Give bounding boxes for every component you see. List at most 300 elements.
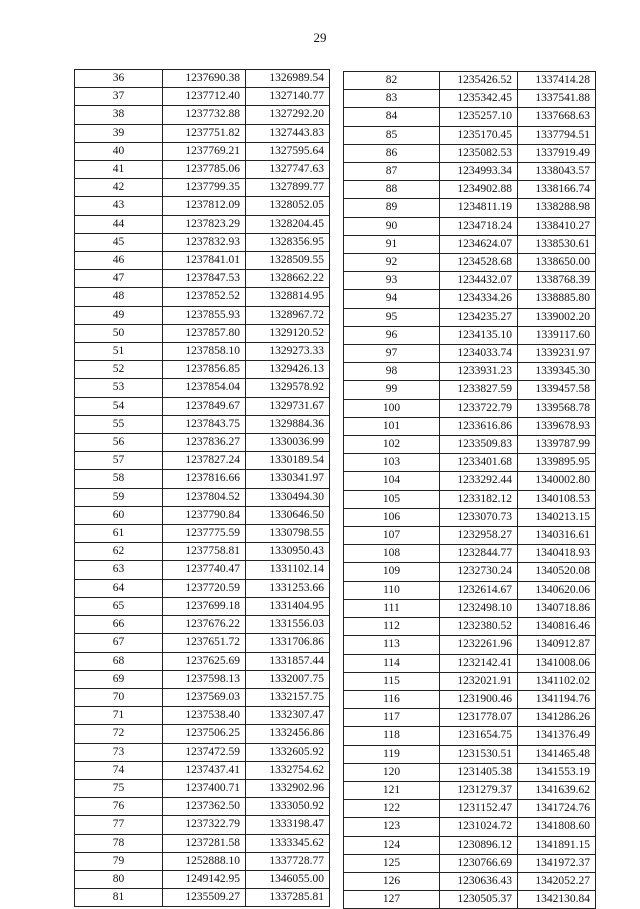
y-coordinate-cell: 1331857.44 [246, 652, 330, 670]
x-coordinate-cell: 1235509.27 [163, 889, 246, 907]
x-coordinate-cell: 1237812.09 [163, 197, 246, 215]
x-coordinate-cell: 1237849.67 [163, 397, 246, 415]
point-number-cell: 47 [75, 270, 163, 288]
table-row [344, 818, 596, 836]
x-coordinate-cell: 1231152.47 [440, 800, 518, 818]
point-number-cell: 86 [344, 144, 440, 162]
point-number-cell: 71 [75, 707, 163, 725]
x-coordinate-cell: 1237769.21 [163, 142, 246, 160]
point-number-cell: 114 [344, 654, 440, 672]
y-coordinate-cell: 1340418.93 [518, 545, 596, 563]
y-coordinate-cell: 1328204.45 [246, 215, 330, 233]
point-number-cell: 80 [75, 870, 163, 888]
table-row [75, 634, 330, 652]
x-coordinate-cell: 1237362.50 [163, 798, 246, 816]
table-row [344, 144, 596, 162]
table-row [75, 652, 330, 670]
table-row [75, 543, 330, 561]
x-coordinate-cell: 1231778.07 [440, 709, 518, 727]
x-coordinate-cell: 1233616.86 [440, 417, 518, 435]
table-row [344, 199, 596, 217]
point-number-cell: 126 [344, 872, 440, 890]
x-coordinate-cell: 1237823.29 [163, 215, 246, 233]
x-coordinate-cell: 1232498.10 [440, 599, 518, 617]
table-row [75, 852, 330, 870]
table-row [344, 636, 596, 654]
y-coordinate-cell: 1338768.39 [518, 272, 596, 290]
x-coordinate-cell: 1235082.53 [440, 144, 518, 162]
x-coordinate-cell: 1237758.81 [163, 543, 246, 561]
x-coordinate-cell: 1237720.59 [163, 579, 246, 597]
y-coordinate-cell: 1340816.46 [518, 618, 596, 636]
y-coordinate-cell: 1331253.66 [246, 579, 330, 597]
x-coordinate-cell: 1237854.04 [163, 379, 246, 397]
table-row [75, 252, 330, 270]
x-coordinate-cell: 1235257.10 [440, 108, 518, 126]
y-coordinate-cell: 1341553.19 [518, 763, 596, 781]
y-coordinate-cell: 1330798.55 [246, 525, 330, 543]
y-coordinate-cell: 1332902.96 [246, 779, 330, 797]
x-coordinate-cell: 1234235.27 [440, 308, 518, 326]
y-coordinate-cell: 1329731.67 [246, 397, 330, 415]
x-coordinate-cell: 1233931.23 [440, 363, 518, 381]
point-number-cell: 105 [344, 490, 440, 508]
point-number-cell: 45 [75, 233, 163, 251]
point-number-cell: 116 [344, 690, 440, 708]
x-coordinate-cell: 1235342.45 [440, 90, 518, 108]
x-coordinate-cell: 1237732.88 [163, 106, 246, 124]
y-coordinate-cell: 1340002.80 [518, 472, 596, 490]
table-row [75, 470, 330, 488]
x-coordinate-cell: 1237751.82 [163, 124, 246, 142]
x-coordinate-cell: 1231530.51 [440, 745, 518, 763]
point-number-cell: 53 [75, 379, 163, 397]
coordinate-table-left-body [75, 70, 330, 907]
table-row [75, 197, 330, 215]
table-row [344, 891, 596, 909]
y-coordinate-cell: 1338650.00 [518, 254, 596, 272]
point-number-cell: 117 [344, 709, 440, 727]
point-number-cell: 58 [75, 470, 163, 488]
table-row [344, 108, 596, 126]
point-number-cell: 120 [344, 763, 440, 781]
y-coordinate-cell: 1341891.15 [518, 836, 596, 854]
y-coordinate-cell: 1329884.36 [246, 415, 330, 433]
table-row [75, 870, 330, 888]
point-number-cell: 46 [75, 252, 163, 270]
table-row [75, 106, 330, 124]
y-coordinate-cell: 1341639.62 [518, 781, 596, 799]
y-coordinate-cell: 1340718.86 [518, 599, 596, 617]
table-row [75, 798, 330, 816]
point-number-cell: 85 [344, 126, 440, 144]
y-coordinate-cell: 1339895.95 [518, 454, 596, 472]
y-coordinate-cell: 1340912.87 [518, 636, 596, 654]
x-coordinate-cell: 1237712.40 [163, 88, 246, 106]
table-row [75, 616, 330, 634]
x-coordinate-cell: 1237437.41 [163, 761, 246, 779]
y-coordinate-cell: 1341194.76 [518, 690, 596, 708]
x-coordinate-cell: 1232958.27 [440, 527, 518, 545]
point-number-cell: 102 [344, 436, 440, 454]
y-coordinate-cell: 1339787.99 [518, 436, 596, 454]
y-coordinate-cell: 1338288.98 [518, 199, 596, 217]
x-coordinate-cell: 1237699.18 [163, 597, 246, 615]
y-coordinate-cell: 1341376.49 [518, 727, 596, 745]
table-row [75, 88, 330, 106]
y-coordinate-cell: 1341972.37 [518, 854, 596, 872]
point-number-cell: 90 [344, 217, 440, 235]
x-coordinate-cell: 1237799.35 [163, 179, 246, 197]
table-row [75, 179, 330, 197]
point-number-cell: 127 [344, 891, 440, 909]
table-row [75, 161, 330, 179]
x-coordinate-cell: 1234528.68 [440, 254, 518, 272]
table-row [75, 889, 330, 907]
point-number-cell: 63 [75, 561, 163, 579]
point-number-cell: 56 [75, 434, 163, 452]
table-row [75, 779, 330, 797]
point-number-cell: 48 [75, 288, 163, 306]
y-coordinate-cell: 1342052.27 [518, 872, 596, 890]
y-coordinate-cell: 1341465.48 [518, 745, 596, 763]
point-number-cell: 103 [344, 454, 440, 472]
point-number-cell: 36 [75, 70, 163, 88]
y-coordinate-cell: 1327595.64 [246, 142, 330, 160]
y-coordinate-cell: 1327140.77 [246, 88, 330, 106]
point-number-cell: 101 [344, 417, 440, 435]
x-coordinate-cell: 1237569.03 [163, 688, 246, 706]
y-coordinate-cell: 1332157.75 [246, 688, 330, 706]
table-row [75, 670, 330, 688]
x-coordinate-cell: 1234811.19 [440, 199, 518, 217]
table-row [344, 527, 596, 545]
y-coordinate-cell: 1332456.86 [246, 725, 330, 743]
table-row [344, 399, 596, 417]
x-coordinate-cell: 1237690.38 [163, 70, 246, 88]
y-coordinate-cell: 1329578.92 [246, 379, 330, 397]
y-coordinate-cell: 1327899.77 [246, 179, 330, 197]
x-coordinate-cell: 1230766.69 [440, 854, 518, 872]
x-coordinate-cell: 1237676.22 [163, 616, 246, 634]
x-coordinate-cell: 1237852.52 [163, 288, 246, 306]
x-coordinate-cell: 1234334.26 [440, 290, 518, 308]
table-row [344, 581, 596, 599]
x-coordinate-cell: 1233827.59 [440, 381, 518, 399]
y-coordinate-cell: 1339345.30 [518, 363, 596, 381]
table-row [75, 434, 330, 452]
table-row [344, 290, 596, 308]
x-coordinate-cell: 1234624.07 [440, 235, 518, 253]
y-coordinate-cell: 1332307.47 [246, 707, 330, 725]
x-coordinate-cell: 1231405.38 [440, 763, 518, 781]
table-row [75, 761, 330, 779]
y-coordinate-cell: 1331706.86 [246, 634, 330, 652]
table-row [344, 508, 596, 526]
point-number-cell: 64 [75, 579, 163, 597]
x-coordinate-cell: 1232380.52 [440, 618, 518, 636]
y-coordinate-cell: 1328356.95 [246, 233, 330, 251]
x-coordinate-cell: 1237790.84 [163, 506, 246, 524]
table-row [344, 436, 596, 454]
x-coordinate-cell: 1237832.93 [163, 233, 246, 251]
x-coordinate-cell: 1237856.85 [163, 361, 246, 379]
point-number-cell: 66 [75, 616, 163, 634]
point-number-cell: 106 [344, 508, 440, 526]
y-coordinate-cell: 1333198.47 [246, 816, 330, 834]
table-row [344, 254, 596, 272]
x-coordinate-cell: 1237538.40 [163, 707, 246, 725]
y-coordinate-cell: 1331102.14 [246, 561, 330, 579]
table-row [75, 415, 330, 433]
table-row [344, 836, 596, 854]
point-number-cell: 83 [344, 90, 440, 108]
table-row [75, 816, 330, 834]
point-number-cell: 111 [344, 599, 440, 617]
point-number-cell: 91 [344, 235, 440, 253]
y-coordinate-cell: 1330494.30 [246, 488, 330, 506]
point-number-cell: 115 [344, 672, 440, 690]
y-coordinate-cell: 1329426.13 [246, 361, 330, 379]
table-row [344, 417, 596, 435]
x-coordinate-cell: 1237598.13 [163, 670, 246, 688]
point-number-cell: 110 [344, 581, 440, 599]
x-coordinate-cell: 1233292.44 [440, 472, 518, 490]
x-coordinate-cell: 1232021.91 [440, 672, 518, 690]
y-coordinate-cell: 1337668.63 [518, 108, 596, 126]
y-coordinate-cell: 1341008.06 [518, 654, 596, 672]
point-number-cell: 92 [344, 254, 440, 272]
coordinate-table-right-body [344, 72, 596, 909]
y-coordinate-cell: 1346055.00 [246, 870, 330, 888]
y-coordinate-cell: 1339231.97 [518, 345, 596, 363]
point-number-cell: 97 [344, 345, 440, 363]
x-coordinate-cell: 1237740.47 [163, 561, 246, 579]
point-number-cell: 57 [75, 452, 163, 470]
x-coordinate-cell: 1237281.58 [163, 834, 246, 852]
point-number-cell: 95 [344, 308, 440, 326]
table-row [344, 181, 596, 199]
x-coordinate-cell: 1232844.77 [440, 545, 518, 563]
point-number-cell: 41 [75, 161, 163, 179]
y-coordinate-cell: 1332605.92 [246, 743, 330, 761]
x-coordinate-cell: 1235426.52 [440, 72, 518, 90]
table-row [344, 599, 596, 617]
y-coordinate-cell: 1342130.84 [518, 891, 596, 909]
y-coordinate-cell: 1341102.02 [518, 672, 596, 690]
table-row [344, 490, 596, 508]
x-coordinate-cell: 1237843.75 [163, 415, 246, 433]
table-row [344, 618, 596, 636]
table-row [344, 800, 596, 818]
point-number-cell: 112 [344, 618, 440, 636]
table-row [344, 727, 596, 745]
table-row [75, 834, 330, 852]
point-number-cell: 88 [344, 181, 440, 199]
x-coordinate-cell: 1234432.07 [440, 272, 518, 290]
page-number: 29 [313, 30, 327, 45]
point-number-cell: 55 [75, 415, 163, 433]
x-coordinate-cell: 1234718.24 [440, 217, 518, 235]
x-coordinate-cell: 1230896.12 [440, 836, 518, 854]
x-coordinate-cell: 1234033.74 [440, 345, 518, 363]
x-coordinate-cell: 1234993.34 [440, 163, 518, 181]
y-coordinate-cell: 1326989.54 [246, 70, 330, 88]
y-coordinate-cell: 1339117.60 [518, 326, 596, 344]
point-number-cell: 38 [75, 106, 163, 124]
table-row [344, 563, 596, 581]
table-row [344, 363, 596, 381]
y-coordinate-cell: 1339457.58 [518, 381, 596, 399]
x-coordinate-cell: 1233401.68 [440, 454, 518, 472]
x-coordinate-cell: 1249142.95 [163, 870, 246, 888]
table-row [344, 781, 596, 799]
x-coordinate-cell: 1237816.66 [163, 470, 246, 488]
table-row [344, 763, 596, 781]
table-row [75, 324, 330, 342]
point-number-cell: 42 [75, 179, 163, 197]
point-number-cell: 65 [75, 597, 163, 615]
y-coordinate-cell: 1340520.08 [518, 563, 596, 581]
table-row [344, 308, 596, 326]
point-number-cell: 82 [344, 72, 440, 90]
y-coordinate-cell: 1341808.60 [518, 818, 596, 836]
x-coordinate-cell: 1237858.10 [163, 343, 246, 361]
y-coordinate-cell: 1329120.52 [246, 324, 330, 342]
x-coordinate-cell: 1233070.73 [440, 508, 518, 526]
x-coordinate-cell: 1252888.10 [163, 852, 246, 870]
table-row [75, 725, 330, 743]
table-row [344, 163, 596, 181]
point-number-cell: 50 [75, 324, 163, 342]
y-coordinate-cell: 1329273.33 [246, 343, 330, 361]
table-row [344, 690, 596, 708]
table-row [344, 126, 596, 144]
y-coordinate-cell: 1337728.77 [246, 852, 330, 870]
x-coordinate-cell: 1233509.83 [440, 436, 518, 454]
point-number-cell: 119 [344, 745, 440, 763]
y-coordinate-cell: 1341286.26 [518, 709, 596, 727]
y-coordinate-cell: 1338410.27 [518, 217, 596, 235]
point-number-cell: 100 [344, 399, 440, 417]
point-number-cell: 68 [75, 652, 163, 670]
point-number-cell: 93 [344, 272, 440, 290]
point-number-cell: 39 [75, 124, 163, 142]
table-row [75, 215, 330, 233]
y-coordinate-cell: 1339678.93 [518, 417, 596, 435]
x-coordinate-cell: 1232730.24 [440, 563, 518, 581]
point-number-cell: 108 [344, 545, 440, 563]
x-coordinate-cell: 1232261.96 [440, 636, 518, 654]
x-coordinate-cell: 1234902.88 [440, 181, 518, 199]
y-coordinate-cell: 1327292.20 [246, 106, 330, 124]
y-coordinate-cell: 1337285.81 [246, 889, 330, 907]
x-coordinate-cell: 1237400.71 [163, 779, 246, 797]
point-number-cell: 73 [75, 743, 163, 761]
y-coordinate-cell: 1330646.50 [246, 506, 330, 524]
x-coordinate-cell: 1235170.45 [440, 126, 518, 144]
x-coordinate-cell: 1231900.46 [440, 690, 518, 708]
point-number-cell: 79 [75, 852, 163, 870]
y-coordinate-cell: 1338166.74 [518, 181, 596, 199]
x-coordinate-cell: 1231654.75 [440, 727, 518, 745]
table-row [75, 288, 330, 306]
table-row [75, 397, 330, 415]
table-row [344, 272, 596, 290]
y-coordinate-cell: 1328967.72 [246, 306, 330, 324]
table-row [75, 597, 330, 615]
y-coordinate-cell: 1337919.49 [518, 144, 596, 162]
table-row [75, 70, 330, 88]
point-number-cell: 98 [344, 363, 440, 381]
table-row [75, 379, 330, 397]
point-number-cell: 125 [344, 854, 440, 872]
point-number-cell: 60 [75, 506, 163, 524]
table-row [75, 142, 330, 160]
point-number-cell: 59 [75, 488, 163, 506]
table-row [75, 525, 330, 543]
table-row [344, 326, 596, 344]
x-coordinate-cell: 1237472.59 [163, 743, 246, 761]
y-coordinate-cell: 1331404.95 [246, 597, 330, 615]
x-coordinate-cell: 1233722.79 [440, 399, 518, 417]
table-row [344, 345, 596, 363]
x-coordinate-cell: 1237322.79 [163, 816, 246, 834]
y-coordinate-cell: 1338885.80 [518, 290, 596, 308]
point-number-cell: 69 [75, 670, 163, 688]
table-row [344, 90, 596, 108]
point-number-cell: 44 [75, 215, 163, 233]
table-row [344, 72, 596, 90]
y-coordinate-cell: 1328814.95 [246, 288, 330, 306]
point-number-cell: 43 [75, 197, 163, 215]
y-coordinate-cell: 1330950.43 [246, 543, 330, 561]
table-row [344, 709, 596, 727]
table-row [75, 343, 330, 361]
table-row [344, 454, 596, 472]
x-coordinate-cell: 1237785.06 [163, 161, 246, 179]
y-coordinate-cell: 1328052.05 [246, 197, 330, 215]
x-coordinate-cell: 1230505.37 [440, 891, 518, 909]
table-row [344, 217, 596, 235]
y-coordinate-cell: 1337541.88 [518, 90, 596, 108]
point-number-cell: 104 [344, 472, 440, 490]
table-row [75, 743, 330, 761]
y-coordinate-cell: 1333345.62 [246, 834, 330, 852]
y-coordinate-cell: 1327747.63 [246, 161, 330, 179]
x-coordinate-cell: 1230636.43 [440, 872, 518, 890]
x-coordinate-cell: 1237804.52 [163, 488, 246, 506]
y-coordinate-cell: 1339002.20 [518, 308, 596, 326]
table-row [344, 872, 596, 890]
table-row [344, 235, 596, 253]
table-row [75, 488, 330, 506]
y-coordinate-cell: 1339568.78 [518, 399, 596, 417]
point-number-cell: 89 [344, 199, 440, 217]
x-coordinate-cell: 1237506.25 [163, 725, 246, 743]
point-number-cell: 84 [344, 108, 440, 126]
table-row [75, 124, 330, 142]
point-number-cell: 122 [344, 800, 440, 818]
point-number-cell: 37 [75, 88, 163, 106]
y-coordinate-cell: 1332007.75 [246, 670, 330, 688]
y-coordinate-cell: 1332754.62 [246, 761, 330, 779]
y-coordinate-cell: 1340620.06 [518, 581, 596, 599]
point-number-cell: 76 [75, 798, 163, 816]
x-coordinate-cell: 1232142.41 [440, 654, 518, 672]
point-number-cell: 107 [344, 527, 440, 545]
y-coordinate-cell: 1328662.22 [246, 270, 330, 288]
